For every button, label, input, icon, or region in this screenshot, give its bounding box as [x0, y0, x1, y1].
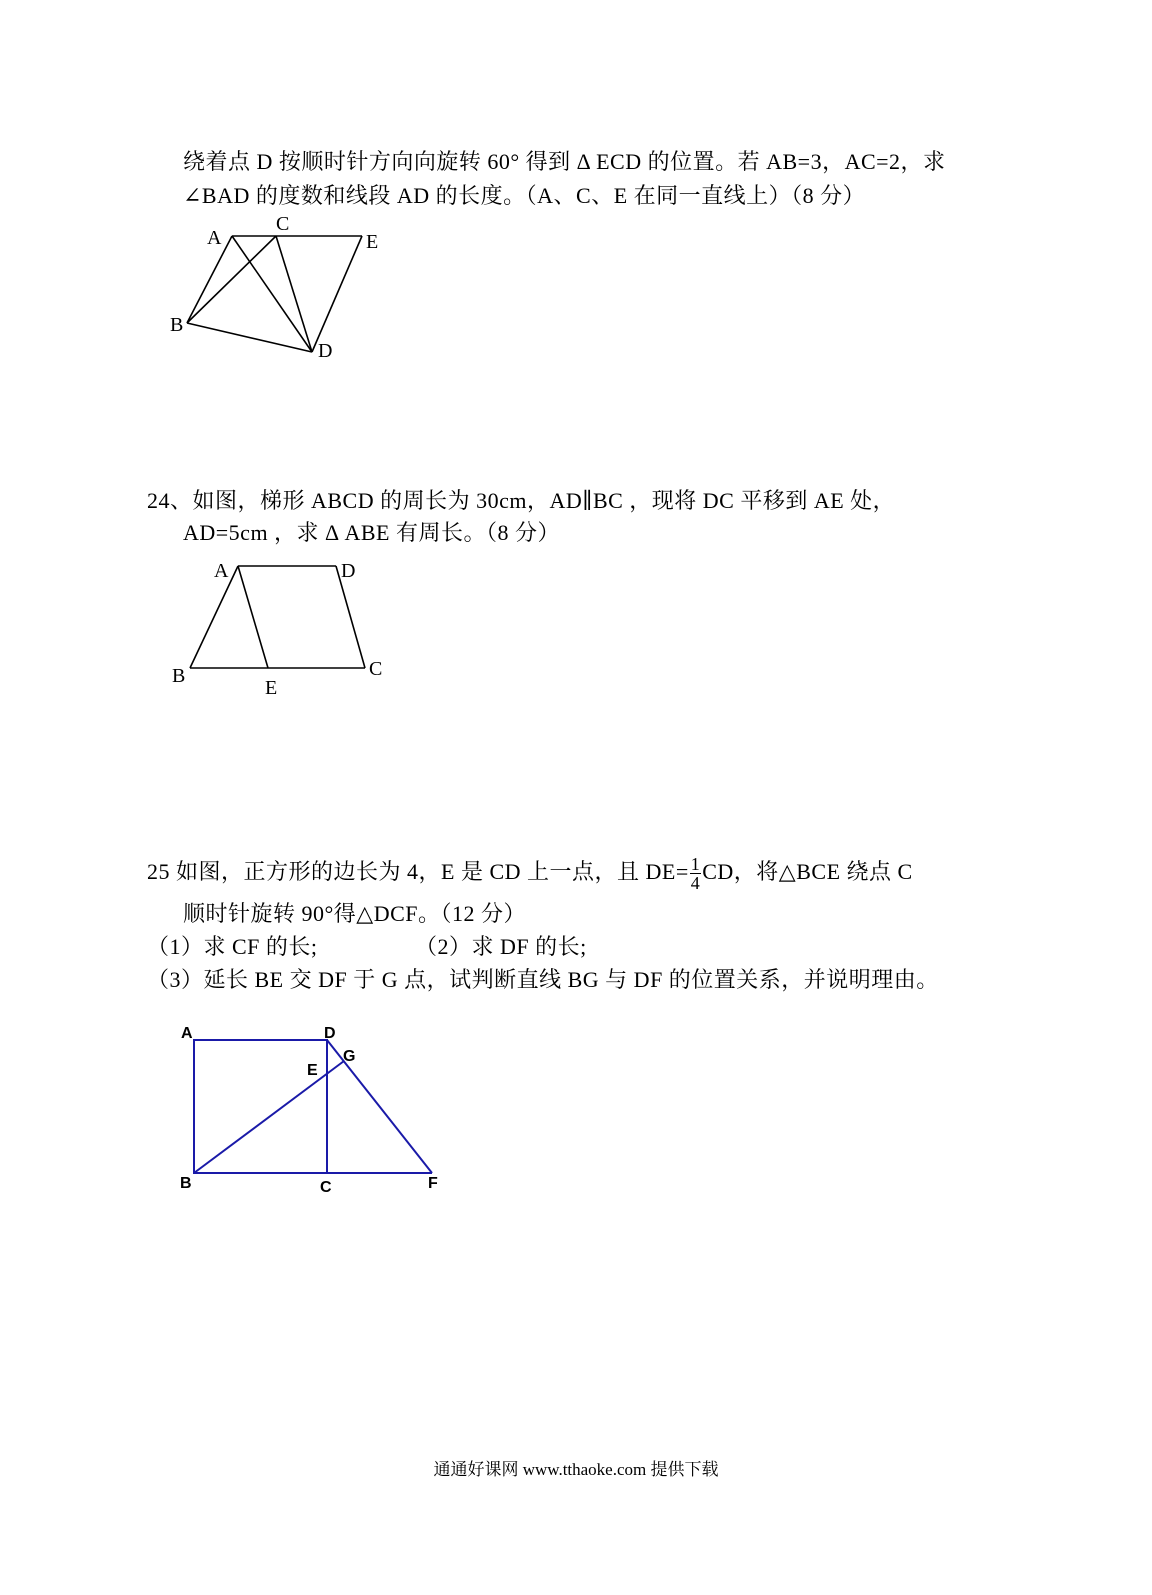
q25-subquestion-1: （1）求 CF 的长;	[147, 934, 318, 959]
q25-label-f: F	[428, 1175, 438, 1192]
q24-text-line1: 24、如图，梯形 ABCD 的周长为 30cm，AD∥BC ，现将 DC 平移到 AE 处，	[147, 488, 896, 513]
q25-segment-bg	[194, 1061, 344, 1173]
q24-label-b: B	[172, 665, 186, 687]
q25-text-line1-pre: 25 如图，正方形的边长为 4，E 是 CD 上一点，且 DE=	[147, 859, 689, 884]
q25-label-g: G	[343, 1048, 356, 1065]
q25-text-line2: 顺时针旋转 90°得△DCF。（12 分）	[183, 901, 527, 926]
q24-label-a: A	[214, 560, 229, 582]
q24-label-d: D	[341, 560, 356, 582]
q23-label-d: D	[318, 340, 333, 362]
q25-label-a: A	[181, 1025, 193, 1042]
q23-text-line2: ∠BAD 的度数和线段 AD 的长度。（A、C、E 在同一直线上）（8 分）	[183, 183, 866, 208]
q24-text-line2: AD=5cm ，求 Δ ABE 有周长。（8 分）	[183, 520, 560, 545]
q24-label-e: E	[265, 677, 278, 699]
q24-label-c: C	[369, 658, 383, 680]
q25-square-abcd	[194, 1040, 327, 1173]
q25-text-line1-post: CD，将△BCE 绕点 C	[702, 859, 913, 884]
q23-label-a: A	[207, 227, 222, 249]
q23-text-line1: 绕着点 D 按顺时针方向向旋转 60° 得到 Δ ECD 的位置。若 AB=3，AC=2，求	[183, 149, 946, 174]
q25-fraction-denominator: 4	[690, 873, 701, 894]
q25-fraction-numerator: 1	[690, 854, 701, 875]
q25-label-d: D	[324, 1025, 336, 1042]
q23-label-c: C	[276, 213, 290, 235]
page-footer: 通通好课网 www.tthaoke.com 提供下载	[433, 1460, 719, 1479]
q23-label-e: E	[366, 231, 379, 253]
q25-subquestion-2: （2）求 DF 的长;	[415, 934, 587, 959]
q25-label-c: C	[320, 1179, 332, 1196]
q25-lines	[194, 1040, 432, 1173]
q23-label-b: B	[170, 314, 184, 336]
q25-subquestion-3: （3）延长 BE 交 DF 于 G 点，试判断直线 BG 与 DF 的位置关系，并说明理由。	[147, 967, 939, 992]
q25-label-b: B	[180, 1175, 192, 1192]
q25-label-e: E	[307, 1062, 318, 1079]
